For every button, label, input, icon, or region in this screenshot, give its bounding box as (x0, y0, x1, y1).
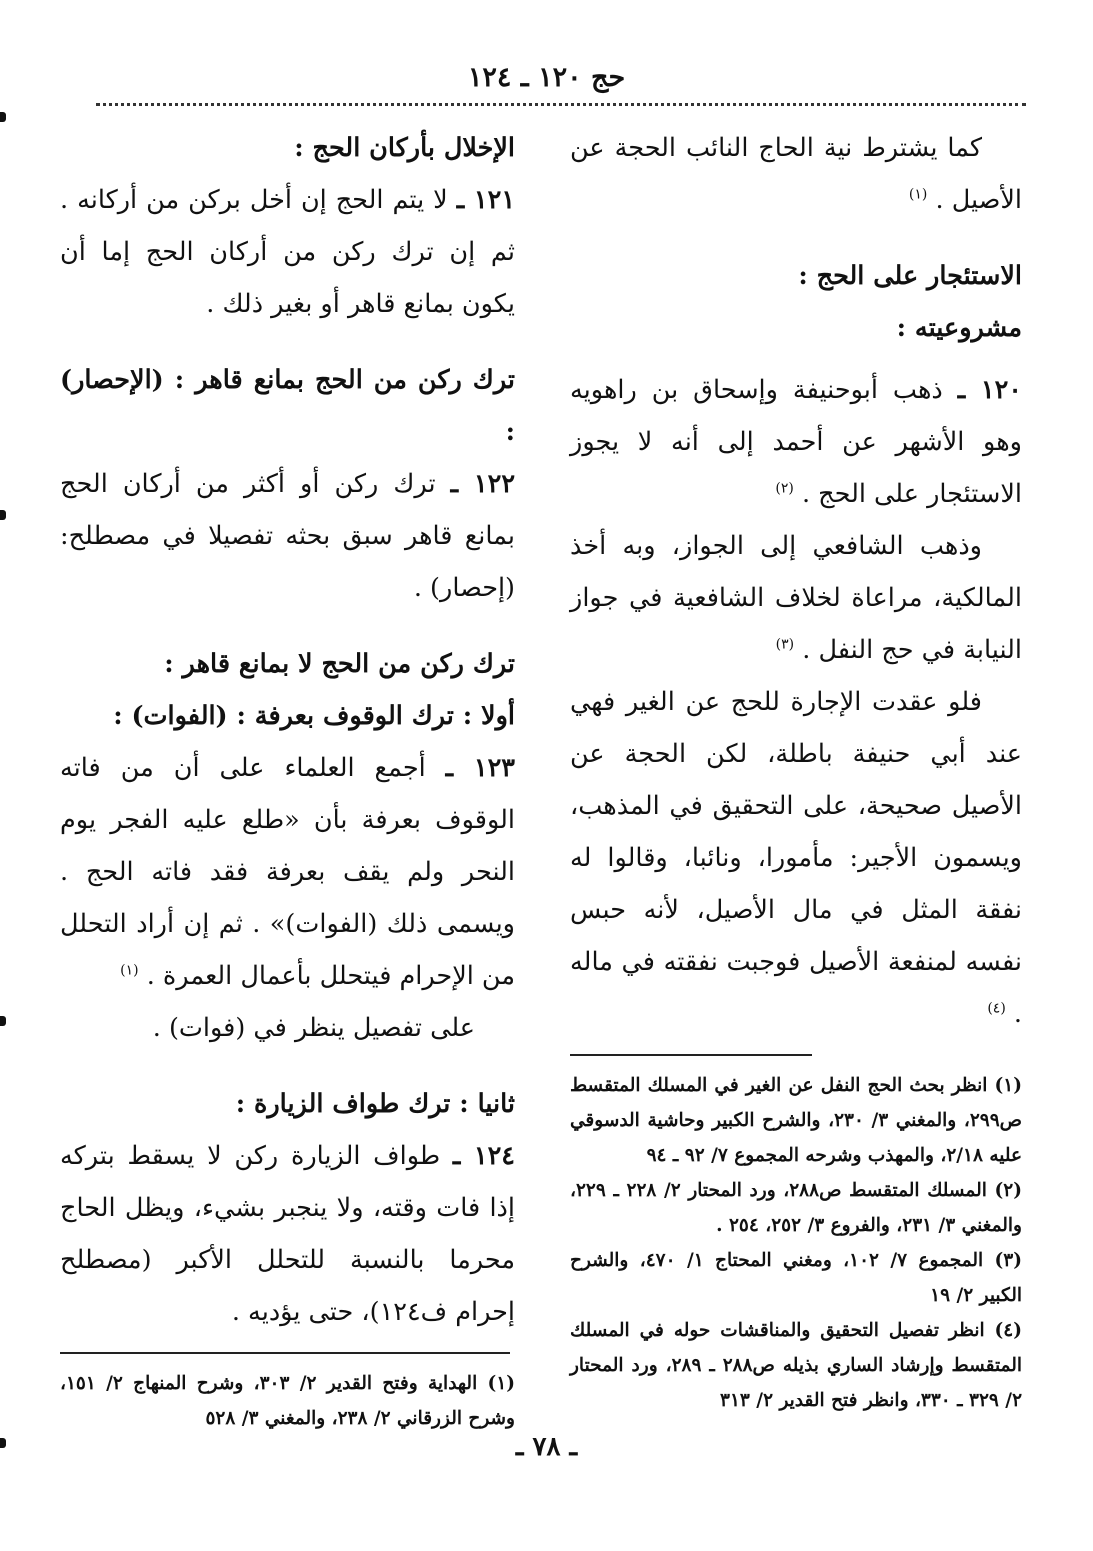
section-heading-la-mani: ترك ركن من الحج لا بمانع قاهر : (164, 649, 515, 679)
paragraph-121: ١٢١ ـ لا يتم الحج إن أخل بركن من أركانه . ثم إن ترك ركن من أركان الحج إما أن يكون بمانع قاهر أو بغير ذلك . (60, 185, 516, 319)
footnotes-right (570, 1068, 1022, 1418)
paragraph-122: ١٢٢ ـ ترك ركن أو أكثر من أركان الحج بمانع قاهر سبق بحثه تفصيلا في مصطلح: (إحصار) . (60, 469, 516, 603)
footnote: (٣) المجموع ٧/ ١٠٢، ومغني المحتاج ١/ ٤٧٠، والشرح الكبير ٢/ ١٩ (570, 1250, 1022, 1306)
paragraph-number: ١٢٢ ـ (450, 469, 516, 499)
section-heading-ikhlal: الإخلال بأركان الحج : (294, 133, 515, 163)
subheading-thaniyan: ثانيا : ترك طواف الزيارة : (235, 1089, 515, 1119)
section-heading-mani: ترك ركن من الحج بمانع قاهر : (الإحصار) : (60, 365, 515, 447)
scan-edge-mark (0, 510, 6, 520)
footnote-ref: (٤) (987, 1000, 1006, 1017)
paragraph-number: ١٢٤ ـ (452, 1141, 515, 1171)
scan-edge-mark (0, 112, 6, 122)
scan-edge-mark (0, 1438, 6, 1448)
subheading-awwalan: أولا : ترك الوقوف بعرفة : (الفوات) : (113, 701, 515, 731)
footnote: (٤) انظر تفصيل التحقيق والمناقشات حوله في المسلك المتقسط وإرشاد الساري بذيله ص٢٨٨ ـ ٢٨٩، ورد المحتار ٢/ ٣٢٩ ـ ٣٣٠، وانظر فتح القدير ٢/ ٣١٣ (570, 1320, 1022, 1411)
footnote: (٢) المسلك المتقسط ص٢٨٨، ورد المحتار ٢/ ٢٢٨ ـ ٢٢٩، والمغني ٣/ ٢٣١، والفروع ٣/ ٢٥٢، ٢٥٤ . (570, 1180, 1022, 1236)
footnote-ref: (١) (908, 186, 928, 203)
footnote-ref: (١) (120, 962, 139, 979)
right-column (570, 122, 1022, 1418)
paragraph-123: ١٢٣ ـ أجمع العلماء على أن من فاته الوقوف بعرفة بأن «طلع عليه الفجر يوم النحر ولم يقف بعرفة فقد فاته الحج . ويسمى ذلك (الفوات)» . ثم إن أراد التحلل من الإحرام فيتحلل بأعمال العمرة . $^{(١)}$ (60, 753, 515, 991)
scan-edge-mark (0, 1016, 6, 1026)
subheading-mashruiyya: مشروعيته : (896, 313, 1022, 343)
paragraph-number: ١٢٠ ـ (957, 375, 1022, 405)
footnote-ref: (٢) (775, 480, 794, 497)
footnote-separator (60, 1352, 510, 1354)
paragraph-number: ١٢٣ ـ (445, 753, 515, 783)
footnote: (١) انظر بحث الحج النفل عن الغير في المسلك المتقسط ص٢٩٩، والمغني ٣/ ٢٣٠، والشرح الكبير وحاشية الدسوقي عليه ٢/١٨، والمهذب وشرحه المجموع ٧/ ٩٢ ـ ٩٤ (570, 1075, 1023, 1166)
footnote-ref: (٣) (775, 636, 795, 653)
paragraph-ijara: فلو عقدت الإجارة للحج عن الغير فهي عند أبي حنيفة باطلة، لكن الحجة عن الأصيل صحيحة، على التحقيق في المذهب، ويسمون الأجير: مأمورا، ونائبا، وقالوا له نفقة المثل في مال الأصيل، لأنه حبس نفسه لمنفعة الأصيل فوجبت نفقته في ماله . $^{(٤)}$ (570, 687, 1022, 1029)
paragraph-shafii: وذهب الشافعي إلى الجواز، وبه أخذ المالكية، مراعاة لخلاف الشافعية في جواز النيابة في حج النفل . $^{(٣)}$ (570, 531, 1022, 665)
footnotes-left (60, 1366, 515, 1436)
paragraph-niyya: كما يشترط نية الحاج النائب الحجة عن الأصيل . $^{(١)}$ (570, 133, 1022, 215)
footnote-separator (570, 1054, 812, 1056)
header-dotted-rule (96, 103, 1026, 106)
running-header: حج ١٢٠ ـ ١٢٤ (467, 62, 626, 93)
page-number: ـ ٧٨ ـ (515, 1432, 578, 1462)
paragraph-124: ١٢٤ ـ طواف الزيارة ركن لا يسقط بتركه إذا فات وقته، ولا ينجبر بشيء، ويظل الحاج محرما بالنسبة للتحلل الأكبر (مصطلح إحرام ف١٢٤)، حتى يؤديه . (60, 1141, 515, 1327)
section-heading-istijar: الاستئجار على الحج : (798, 261, 1022, 291)
paragraph-123-continued: على تفصيل ينظر في (فوات) . (152, 1013, 475, 1043)
paragraph-120: ١٢٠ ـ ذهب أبوحنيفة وإسحاق بن راهويه وهو الأشهر عن أحمد إلى أنه لا يجوز الاستئجار على الحج . $^{(٢)}$ (570, 375, 1022, 509)
paragraph-number: ١٢١ ـ (456, 185, 516, 215)
left-column (60, 122, 515, 1436)
footnote: (١) الهداية وفتح القدير ٢/ ٣٠٣، وشرح المنهاج ٢/ ١٥١، وشرح الزرقاني ٢/ ٢٣٨، والمغني ٣/ ٥٢٨ (60, 1373, 516, 1429)
